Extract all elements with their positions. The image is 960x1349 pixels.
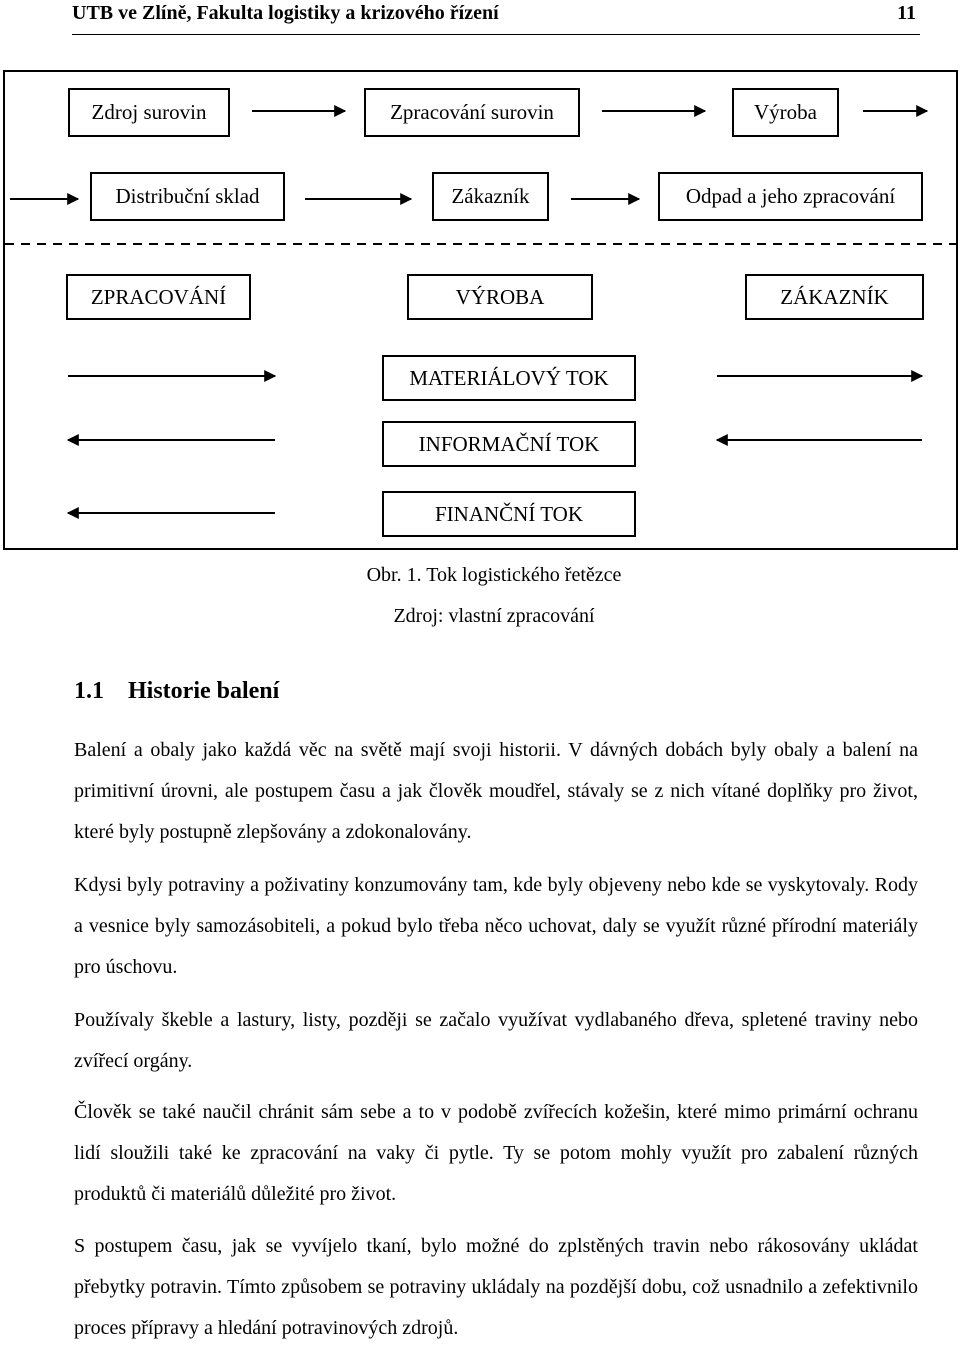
box-information-flow: INFORMAČNÍ TOK [382,421,636,467]
box-entity-vyroba: VÝROBA [407,274,593,320]
paragraph-1: Balení a obaly jako každá věc na světě mají svoji historii. V dávných dobách byly obaly a balení na primitivní úrovni, ale postupem času a jak člověk moudřel, stávaly se z nich vítané doplňky pro život, které byly postupně zlepšovány a zdokonalovány. [74,739,918,843]
page-number: 11 [897,2,916,24]
header-title: UTB ve Zlíně, Fakulta logistiky a krizového řízení [72,2,499,24]
logistics-chain-diagram [3,70,958,550]
box-zdroj-surovin: Zdroj surovin [68,88,230,137]
box-vyroba: Výroba [732,88,839,137]
box-distribucni-sklad: Distribuční sklad [90,172,285,221]
paragraph-2: Kdysi byly potraviny a poživatiny konzumovány tam, kde byly objeveny nebo kde se vyskytovaly. Rody a vesnice byly samozásobiteli, a pokud bylo třeba něco uchovat, daly se využít různé přírodní materiály pro úschovu. [74,874,918,978]
box-entity-zpracovani: ZPRACOVÁNÍ [66,274,251,320]
box-financial-flow: FINANČNÍ TOK [382,491,636,537]
section-number: 1.1 [74,678,104,704]
section-title: Historie balení [128,678,280,704]
figure-caption: Obr. 1. Tok logistického řetězce [366,564,622,586]
paragraph-5: S postupem času, jak se vyvíjelo tkaní, bylo možné do zplstěných travin nebo rákosovány ukládat přebytky potravin. Tímto způsobem se potraviny ukládaly na pozdější dobu, což usnadnilo a zefektivnilo proces přípravy a hledání potravinových zdrojů. [74,1235,918,1339]
box-zakaznik: Zákazník [432,172,549,221]
figure-source: Zdroj: vlastní zpracování [393,605,595,627]
box-odpad: Odpad a jeho zpracování [658,172,923,221]
page-header [72,0,920,35]
paragraph-4: Člověk se také naučil chránit sám sebe a to v podobě zvířecích kožešin, které mimo primární ochranu lidí sloužili také ke zpracování na vaky či pytle. Ty se potom mohly využít pro zabalení různých produktů či materiálů důležité pro život. [74,1101,918,1205]
box-entity-zakaznik: ZÁKAZNÍK [745,274,924,320]
paragraph-3: Používaly škeble a lastury, listy, později se začalo využívat vydlabaného dřeva, spletené traviny nebo zvířecí orgány. [74,1009,918,1072]
section-heading [74,678,279,705]
box-zpracovani-surovin: Zpracování surovin [364,88,580,137]
box-material-flow: MATERIÁLOVÝ TOK [382,355,636,401]
